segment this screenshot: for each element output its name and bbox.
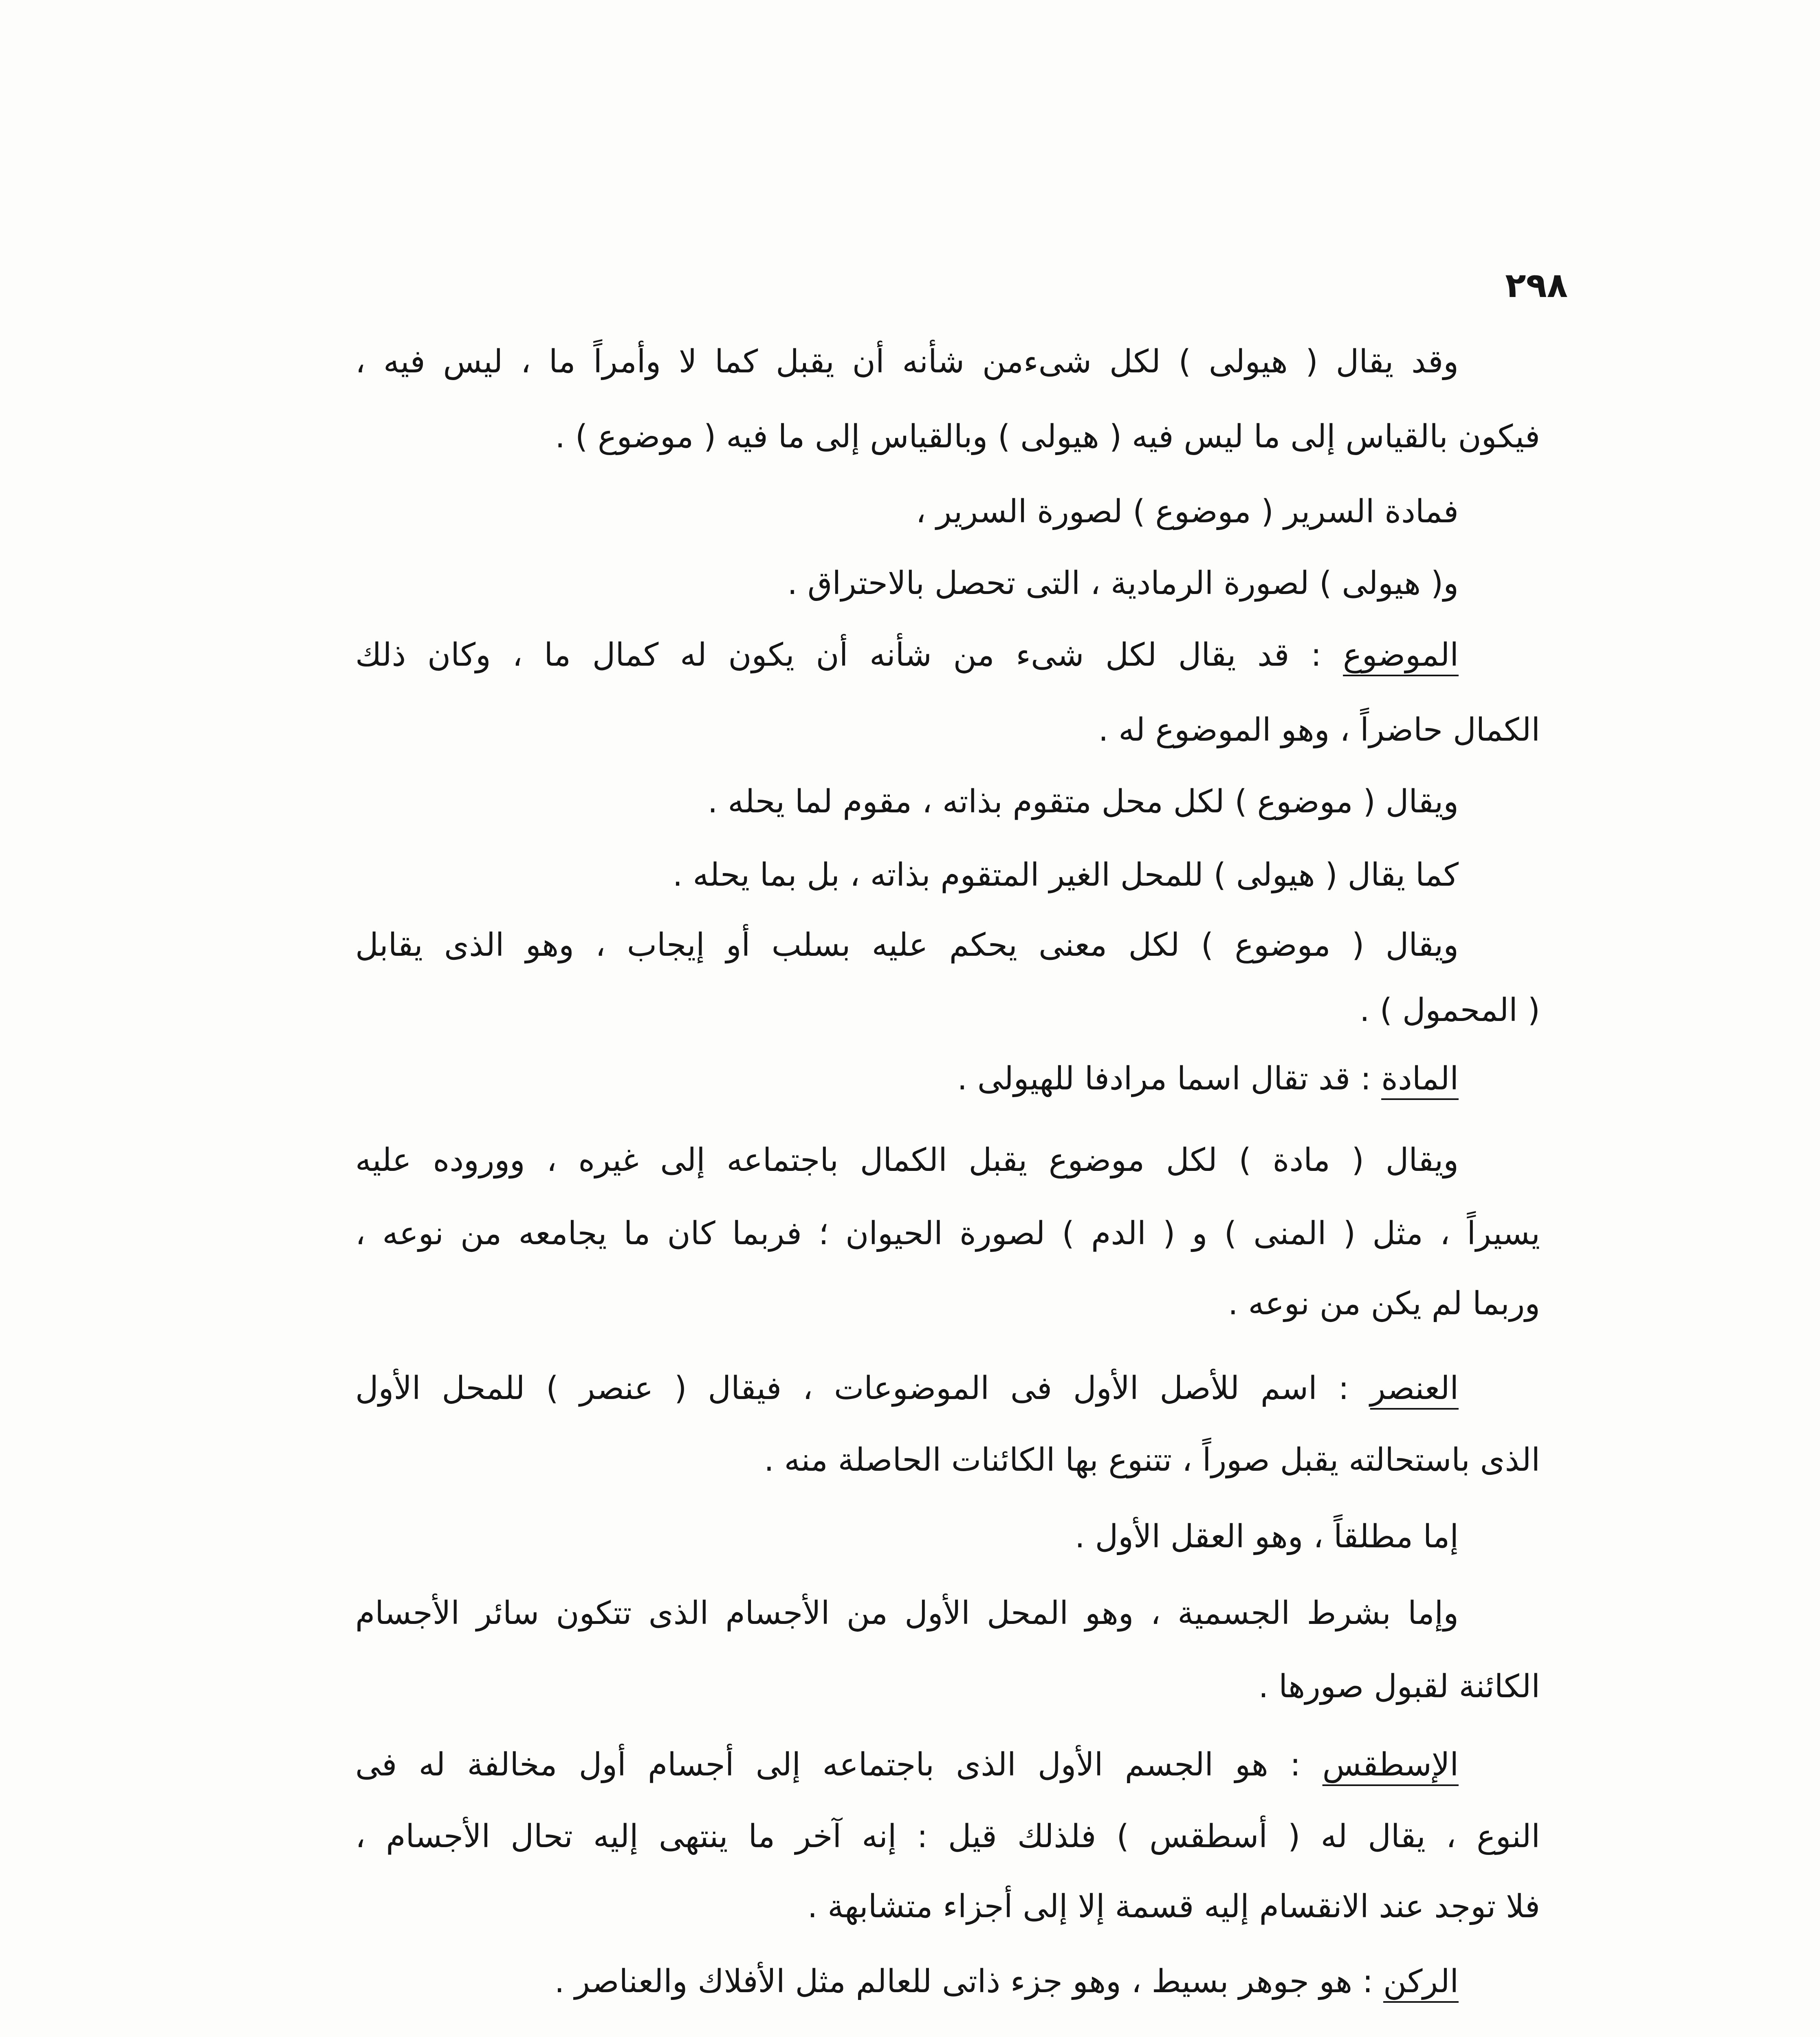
text-line: وربما لم يكن من نوعه .: [1228, 1285, 1540, 1322]
text-line: فمادة السرير ( موضوع ) لصورة السرير ،: [916, 493, 1459, 530]
text-line: إما مطلقاً ، وهو العقل الأول .: [1075, 1518, 1459, 1555]
term-heading: الموضوع: [1343, 637, 1459, 673]
text-line: يسيراً ، مثل ( المنى ) و ( الدم ) لصورة الحيوان ؛ فربما كان ما يجامعه من نوعه ،: [355, 1215, 1540, 1252]
definition-line: [355, 1740, 1459, 1789]
text-line: ويقال ( مادة ) لكل موضوع يقبل الكمال باجتماعه إلى غيره ، ووروده عليه: [355, 1142, 1459, 1179]
text-line: فلا توجد عند الانقسام إليه قسمة إلا إلى أجزاء متشابهة .: [807, 1888, 1540, 1925]
term-heading: الإسطقس: [1322, 1747, 1459, 1783]
line-text: : قد يقال لكل شىء من شأنه أن يكون له كمال ما ، وكان ذلك: [355, 637, 1343, 673]
text-line: وإما بشرط الجسمية ، وهو المحل الأول من الأجسام الذى تتكون سائر الأجسام: [355, 1595, 1459, 1632]
text-line: ويقال ( موضوع ) لكل معنى يحكم عليه بسلب أو إيجاب ، وهو الذى يقابل: [355, 927, 1459, 964]
text-line: الكمال حاضراً ، وهو الموضوع له .: [1098, 712, 1540, 748]
definition-line: [355, 1054, 1459, 1103]
line-text: : هو الجسم الأول الذى باجتماعه إلى أجسام أول مخالفة له فى: [355, 1747, 1323, 1783]
text-line: ( المحمول ) .: [1360, 992, 1540, 1029]
line-text: : قد تقال اسما مرادفا للهيولى .: [957, 1060, 1382, 1097]
line-text: : هو جوهر بسيط ، وهو جزء ذاتى للعالم مثل الأفلاك والعناصر .: [554, 1963, 1384, 2000]
page-number: ٢٩٨: [1505, 265, 1568, 305]
text-line: [355, 2032, 1459, 2037]
text-line: الكائنة لقبول صورها .: [1258, 1668, 1540, 1705]
text-line: فيكون بالقياس إلى ما ليس فيه ( هيولى ) وبالقياس إلى ما فيه ( موضوع ) .: [555, 418, 1540, 455]
definition-line: [355, 1364, 1459, 1413]
line-text: : اسم للأصل الأول فى الموضوعات ، فيقال ( عنصر ) للمحل الأول: [355, 1370, 1370, 1407]
text-line: كما يقال ( هيولى ) للمحل الغير المتقوم بذاته ، بل بما يحله .: [672, 857, 1459, 893]
text-line: وقد يقال ( هيولى ) لكل شىءمن شأنه أن يقبل كما لا وأمراً ما ، ليس فيه ،: [355, 343, 1459, 380]
term-heading: العنصر: [1370, 1370, 1459, 1407]
text-line: النوع ، يقال له ( أسطقس ) فلذلك قيل : إنه آخر ما ينتهى إليه تحال الأجسام ،: [355, 1818, 1540, 1855]
text-line: ويقال ( موضوع ) لكل محل متقوم بذاته ، مقوم لما يحله .: [707, 783, 1459, 820]
text-line: و( هيولى ) لصورة الرمادية ، التى تحصل بالاحتراق .: [787, 565, 1459, 602]
text-line: الذى باستحالته يقبل صوراً ، تتنوع بها الكائنات الحاصلة منه .: [764, 1442, 1540, 1478]
definition-line: [355, 1957, 1459, 2006]
term-heading: الركن: [1383, 1963, 1459, 2000]
definition-line: [355, 631, 1459, 680]
term-heading: المادة: [1381, 1060, 1459, 1097]
